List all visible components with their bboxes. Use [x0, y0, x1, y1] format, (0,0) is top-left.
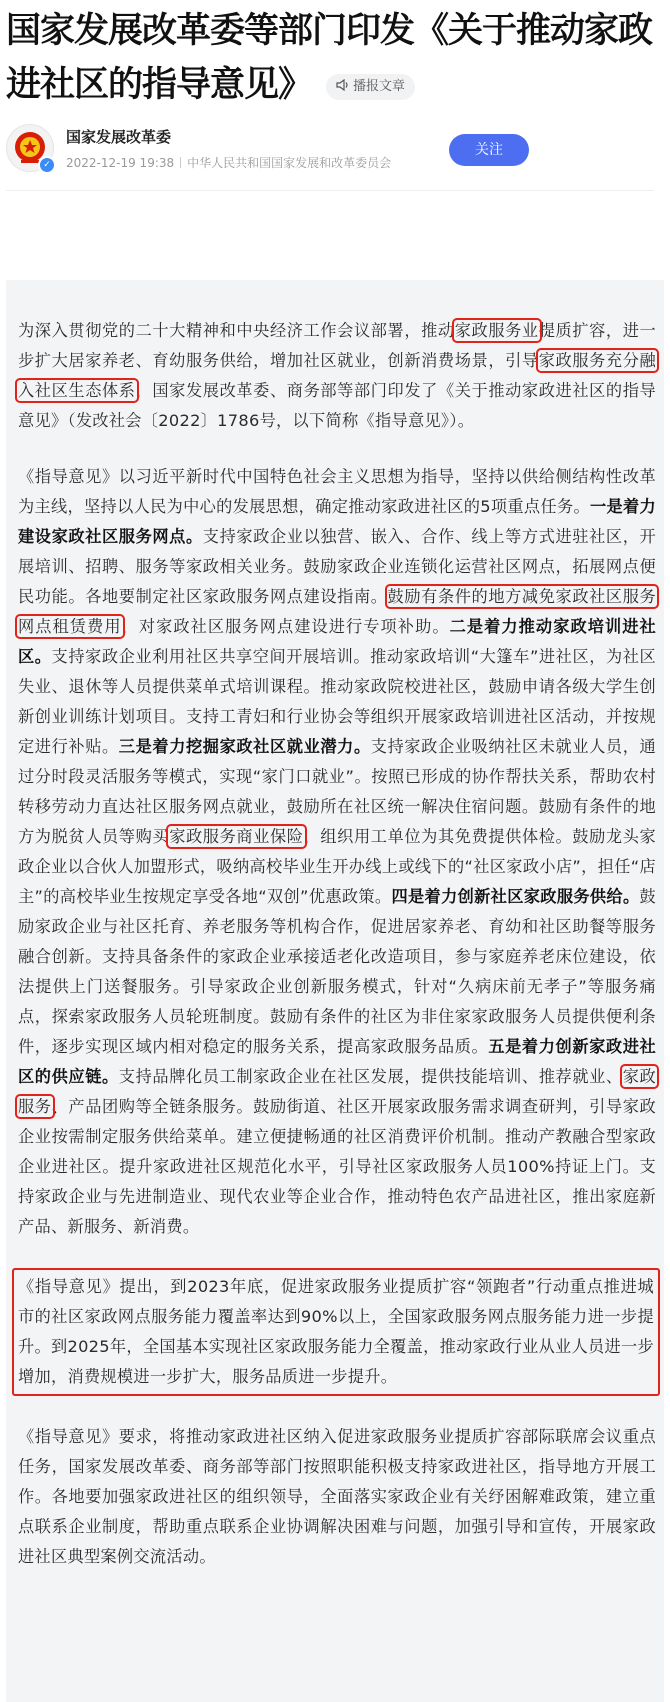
author-org: 中华人民共和国国家发展和改革委员会 [187, 156, 392, 170]
paragraph-requirements: 《指导意见》要求，将推动家政进社区纳入促进家政服务业提质扩容部际联席会议重点任务，国家发展改革委、商务部等部门按照职能积极支持家政进社区，指导地方开展工作。各地要加强家政进社区的组织领导，全面落实家政企业有关纾困解难政策，建立重点联系企业制度，帮助重点联系企业协调解决困难与问题，加强引导和宣传，开展家政进社区典型案例交流活动。 [18, 1427, 656, 1566]
publish-date: 2022-12-19 19:38 [66, 156, 175, 170]
verified-badge-icon: ✓ [38, 156, 56, 174]
task-four-heading: 四是着力创新社区家政服务供给。 [391, 887, 640, 906]
task-one-heading: 一是着力建设家政社区服务网点。 [18, 497, 657, 546]
highlight-community-ecosystem: 家政服务充分融入社区生态体系 [18, 351, 656, 400]
task-two-heading: 二是着力推动家政培训进社区。 [18, 617, 656, 666]
article-title: 国家发展改革委等部门印发《关于推动家政进社区的指导意见》 播报文章 [6, 11, 653, 105]
meta-divider [180, 157, 181, 168]
task-three-heading: 三是着力挖掘家政社区就业潜力。 [118, 737, 371, 756]
follow-button[interactable]: 关注 [449, 134, 529, 166]
highlight-commercial-insurance: 家政服务商业保险 [169, 827, 304, 846]
author-bar [6, 124, 656, 180]
paragraph-tasks: 《指导意见》以习近平新时代中国特色社会主义思想为指导，坚持以供给侧结构性改革为主线，坚持以人民为中心的发展思想，确定推动家政进社区的5项重点任务。一是着力建设家政社区服务网点。支持家政企业以独营、嵌入、合作、线上等方式进驻社区，开展培训、招聘、服务等家政相关业务。鼓励家政企业连锁化运营社区网点，拓展网点便民功能。各地要制定社区家政服务网点建设指南。鼓励有条件的地方减免家政社区服务网点租赁费用，对家政社区服务网点建设进行专项补助。二是着力推动家政培训进社区。支持家政企业利用社区共享空间开展培训。推动家政培训“大篷车”进社区，为社区失业、退休等人员提供菜单式培训课程。推动家政院校进社区，鼓励申请各级大学生创新创业训练计划项目。支持工青妇和行业协会等组织开展家政培训进社区活动，并按规定进行补贴。三是着力挖掘家政社区就业潜力。支持家政企业吸纳社区未就业人员，通过分时段灵活服务等模式，实现“家门口就业”。按照已形成的协作帮扶关系，帮助农村转移劳动力直达社区服务网点就业，鼓励所在社区统一解决住宿问题。鼓励有条件的地方为脱贫人员等购买家政服务商业保险，组织用工单位为其免费提供体检。鼓励龙头家政企业以合伙人加盟形式，吸纳高校毕业生开办线上或线下的“社区家政小店”，担任“店主”的高校毕业生按规定享受各地“双创”优惠政策。四是着力创新社区家政服务供给。鼓励家政企业与社区托育、养老服务等机构合作，促进居家养老、育幼和社区助餐等服务融合创新。支持具备条件的家政企业承接适老化改造项目，参与家庭养老床位建设，依法提供上门送餐服务。引导家政企业创新服务模式，针对“久病床前无孝子”等服务痛点，探索家政服务人员轮班制度。鼓励有条件的社区为非住家家政服务人员提供便利条件，逐步实现区域内相对稳定的服务关系，提高家政服务品质。五是着力创新家政进社区的供应链。支持品牌化员工制家政企业在社区发展，提供技能培训、推荐就业、家政服务、产品团购等全链条服务。鼓励街道、社区开展家政服务需求调查研判，引导家政企业按需制定服务供给菜单。建立便捷畅通的社区消费评价机制。推动产教融合型家政企业进社区。提升家政进社区规范化水平，引导社区家政服务人员100%持证上门。支持家政企业与先进制造业、现代农业等企业合作，推动特色农产品进社区，推出家庭新产品、新服务、新消费。 [18, 467, 657, 1236]
author-name[interactable]: 国家发展改革委 [66, 128, 172, 146]
highlight-housekeeping-industry: 家政服务业 [454, 321, 539, 340]
author-meta [66, 154, 391, 171]
article-image [6, 280, 664, 1702]
paragraph-targets: 《指导意见》提出，到2023年底，促进家政服务业提质扩容“领跑者”行动重点推进城市的社区家政网点服务能力覆盖率达到90%以上，全国家政服务网点服务能力进一步提升。到2025年，全国基本实现社区家政服务能力全覆盖，推动家政行业从业人员进一步增加，消费规模进一步扩大，服务品质进一步提升。 [12, 1268, 660, 1396]
task-five-heading: 五是着力创新家政进社区的供应链。 [18, 1037, 656, 1086]
read-aloud-button[interactable]: 播报文章 [326, 74, 415, 100]
highlight-housekeeping-service: 家政服务 [18, 1067, 657, 1116]
highlight-rent-reduction: 鼓励有条件的地方减免家政社区服务网点租赁费用 [18, 587, 656, 636]
paragraph-intro: 为深入贯彻党的二十大精神和中央经济工作会议部署，推动家政服务业提质扩容，进一步扩大居家养老、育幼服务供给，增加社区就业，创新消费场景，引导家政服务充分融入社区生态体系，国家发展改革委、商务部等部门印发了《关于推动家政进社区的指导意见》（发改社会〔2022〕1786号，以下简称《指导意见》）。 [18, 321, 657, 430]
divider [6, 190, 654, 191]
speaker-icon [336, 79, 350, 91]
